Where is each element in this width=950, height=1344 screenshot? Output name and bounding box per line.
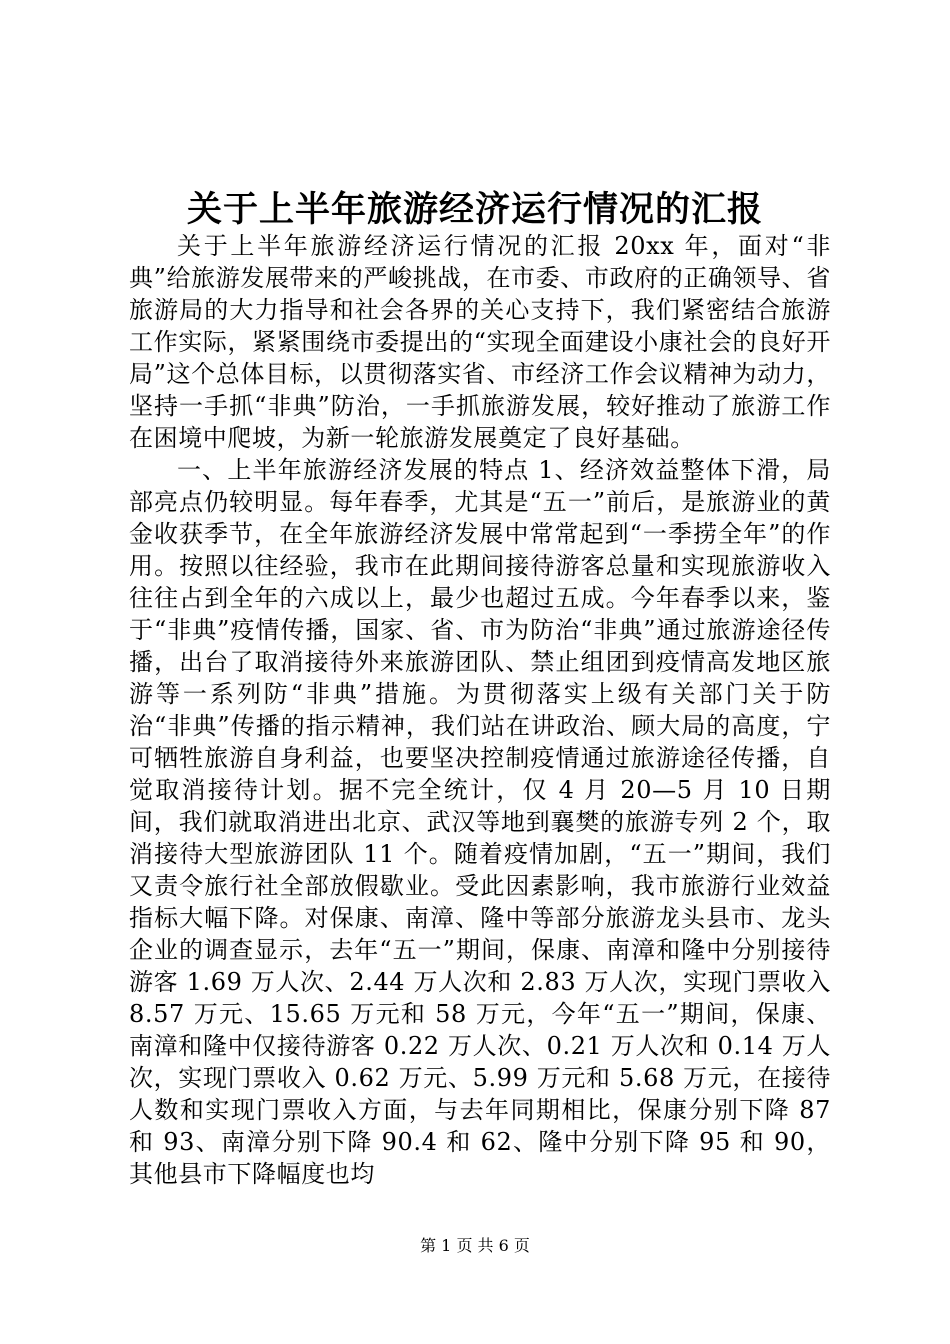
paragraph-intro: 关于上半年旅游经济运行情况的汇报 20xx 年，面对“非典”给旅游发展带来的严峻挑战，在市委、市政府的正确领导、省旅游局的大力指导和社会各界的关心支持下，我们紧密结合旅游工作实际，紧紧围绕市委提出的“实现全面建设小康社会的良好开局”这个总体目标，以贯彻落实省、市经济工作会议精神为动力，坚持一手抓“非典”防治，一手抓旅游发展，较好推动了旅游工作在困境中爬坡，为新一轮旅游发展奠定了良好基础。 — [129, 232, 831, 452]
document-body — [129, 230, 831, 1190]
page-number-indicator: 第 1 页 共 6 页 — [420, 1236, 530, 1255]
paragraph-section-one: 一、上半年旅游经济发展的特点 1、经济效益整体下滑，局部亮点仍较明显。每年春季，尤其是“五一”前后，是旅游业的黄金收获季节，在全年旅游经济发展中常常起到“一季捞全年”的作用。按照以往经验，我市在此期间接待游客总量和实现旅游收入往往占到全年的六成以上，最少也超过五成。今年春季以来，鉴于“非典”疫情传播，国家、省、市为防治“非典”通过旅游途径传播，出台了取消接待外来旅游团队、禁止组团到疫情高发地区旅游等一系列防“非典”措施。为贯彻落实上级有关部门关于防治“非典”传播的指示精神，我们站在讲政治、顾大局的高度，宁可牺牲旅游自身利益，也要坚决控制疫情通过旅游途径传播，自觉取消接待计划。据不完全统计，仅 4 月 20—5 月 10 日期间，我们就取消进出北京、武汉等地到襄樊的旅游专列 2 个，取消接待大型旅游团队 11 个。随着疫情加剧，“五一”期间，我们又责令旅行社全部放假歇业。受此因素影响，我市旅游行业效益指标大幅下降。对保康、南漳、隆中等部分旅游龙头县市、龙头企业的调查显示，去年“五一”期间，保康、南漳和隆中分别接待游客 1.69 万人次、2.44 万人次和 2.83 万人次，实现门票收入 8.57 万元、15.65 万元和 58 万元，今年“五一”期间，保康、南漳和隆中仅接待游客 0.22 万人次、0.21 万人次和 0.14 万人次，实现门票收入 0.62 万元、5.99 万元和 5.68 万元，在接待人数和实现门票收入方面，与去年同期相比，保康分别下降 87 和 93、南漳分别下降 90.4 和 62、隆中分别下降 95 和 90，其他县市下降幅度也均 — [129, 456, 831, 1188]
page-title: 关于上半年旅游经济运行情况的汇报 — [186, 189, 763, 230]
page-footer — [0, 1236, 950, 1256]
